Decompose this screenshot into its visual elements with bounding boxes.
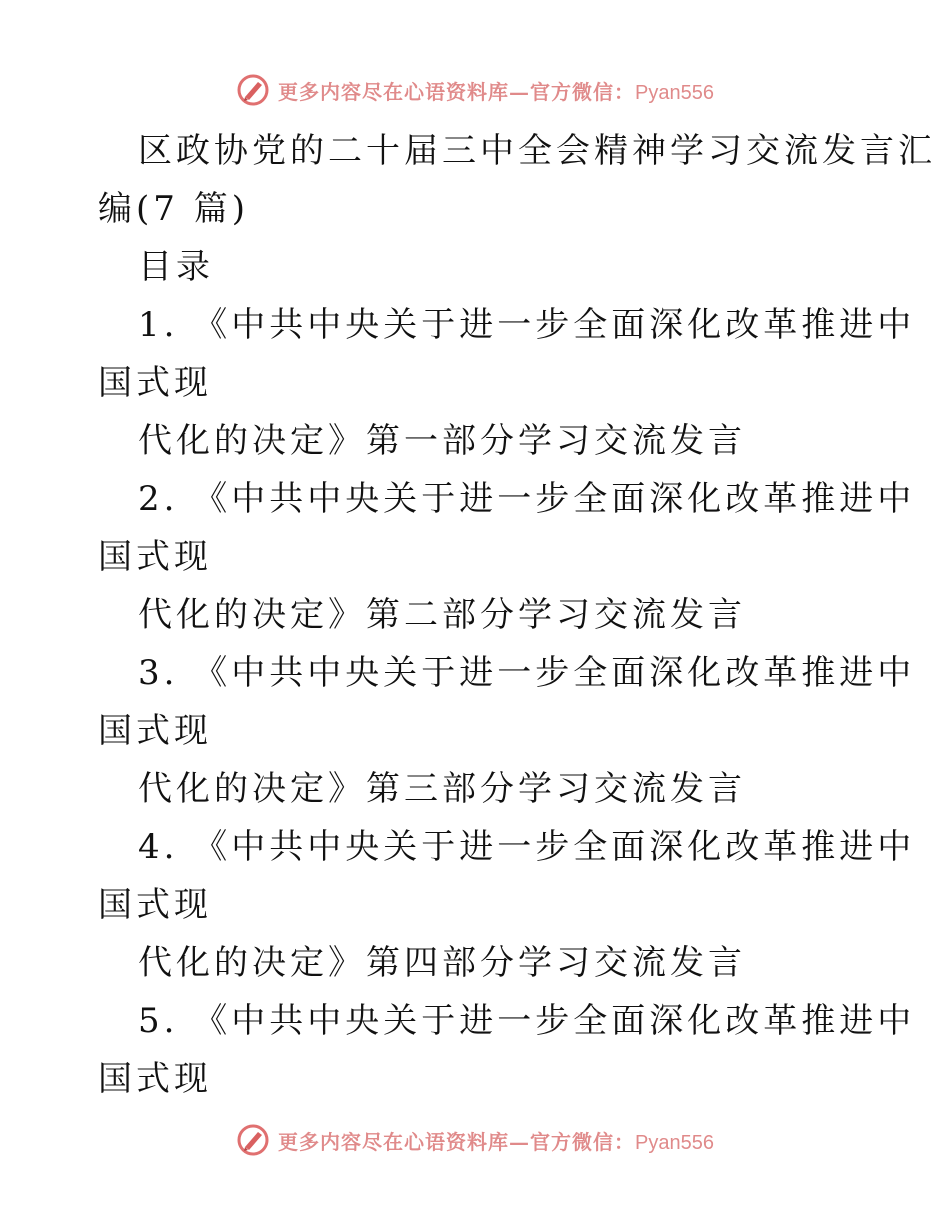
footer-watermark-text <box>278 1126 714 1155</box>
footer-watermark-id: Pyan556 <box>635 1131 714 1154</box>
toc-item-4-line-2: 国式现 <box>98 885 212 925</box>
toc-item-4-line-3: 代化的决定》第四部分学习交流发言 <box>138 943 746 983</box>
footer-watermark <box>0 1120 950 1160</box>
toc-item-2-line-3: 代化的决定》第二部分学习交流发言 <box>138 595 746 635</box>
header-watermark-id: Pyan556 <box>635 81 714 104</box>
toc-item-2-line-1: 2. 《中共中央关于进一步全面深化改革推进中 <box>138 479 916 519</box>
document-title-line-2: 编(7 篇) <box>98 189 249 229</box>
toc-item-1-line-2: 国式现 <box>98 363 212 403</box>
header-watermark-label: 更多内容尽在心语资料库—官方微信： <box>278 79 636 104</box>
toc-item-5-line-1: 5. 《中共中央关于进一步全面深化改革推进中 <box>138 1001 916 1041</box>
header-watermark <box>0 70 950 110</box>
pen-logo-icon <box>236 73 270 107</box>
document-title-line-1: 区政协党的二十届三中全会精神学习交流发言汇 <box>138 131 936 171</box>
toc-item-1-line-3: 代化的决定》第一部分学习交流发言 <box>138 421 746 461</box>
pen-logo-icon <box>236 1123 270 1157</box>
toc-item-3-line-1: 3. 《中共中央关于进一步全面深化改革推进中 <box>138 653 916 693</box>
toc-heading: 目录 <box>138 247 214 287</box>
toc-item-1-line-1: 1. 《中共中央关于进一步全面深化改革推进中 <box>138 305 916 345</box>
toc-item-2-line-2: 国式现 <box>98 537 212 577</box>
footer-watermark-label: 更多内容尽在心语资料库—官方微信： <box>278 1129 636 1154</box>
header-watermark-text <box>278 76 714 105</box>
toc-item-3-line-2: 国式现 <box>98 711 212 751</box>
document-body <box>98 122 936 1108</box>
toc-item-5-line-2: 国式现 <box>98 1059 212 1099</box>
toc-item-4-line-1: 4. 《中共中央关于进一步全面深化改革推进中 <box>138 827 916 867</box>
toc-item-3-line-3: 代化的决定》第三部分学习交流发言 <box>138 769 746 809</box>
